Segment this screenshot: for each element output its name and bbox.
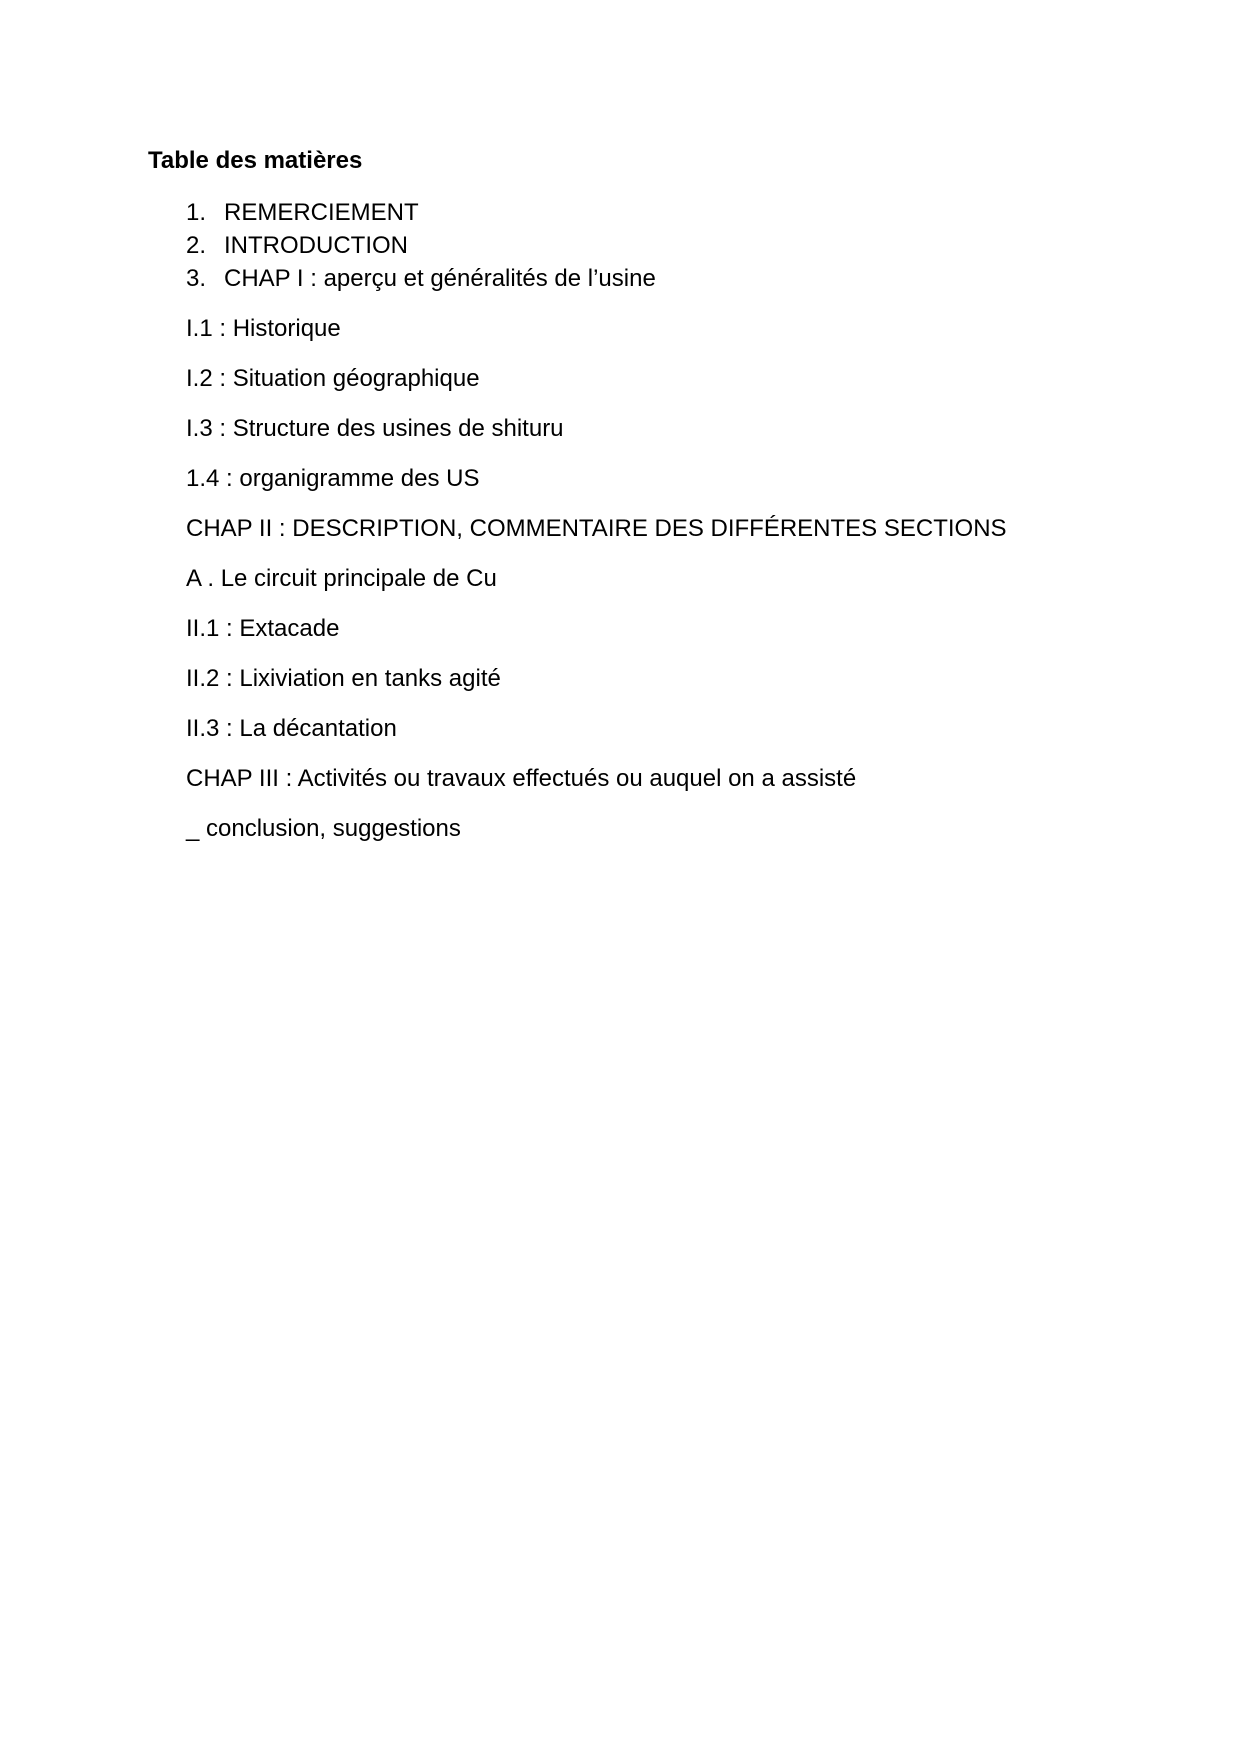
toc-entry: _ conclusion, suggestions <box>186 815 461 842</box>
toc-entry: I.3 : Structure des usines de shituru <box>186 415 564 442</box>
toc-entry: I.2 : Situation géographique <box>186 365 480 392</box>
toc-entry: CHAP II : DESCRIPTION, COMMENTAIRE DES DIFFÉRENTES SECTIONS <box>186 515 1007 542</box>
toc-entry: II.3 : La décantation <box>186 715 397 742</box>
toc-numbered-list <box>186 196 656 295</box>
toc-entry: II.2 : Lixiviation en tanks agité <box>186 665 501 692</box>
toc-numbered-item <box>186 262 656 295</box>
item-number: 3. <box>186 265 207 292</box>
toc-entry: A . Le circuit principale de Cu <box>186 565 497 592</box>
toc-numbered-item <box>186 196 656 229</box>
item-number: 2. <box>186 232 207 259</box>
item-text: CHAP I : aperçu et généralités de l’usine <box>224 265 656 292</box>
item-text: REMERCIEMENT <box>224 199 419 226</box>
toc-entry: I.1 : Historique <box>186 315 341 342</box>
item-text: INTRODUCTION <box>224 232 408 259</box>
toc-entry: CHAP III : Activités ou travaux effectués ou auquel on a assisté <box>186 765 857 792</box>
toc-numbered-item <box>186 229 656 262</box>
toc-entry: 1.4 : organigramme des US <box>186 465 480 492</box>
item-number: 1. <box>186 199 207 226</box>
toc-title: Table des matières <box>148 147 363 174</box>
toc-entry: II.1 : Extacade <box>186 615 340 642</box>
